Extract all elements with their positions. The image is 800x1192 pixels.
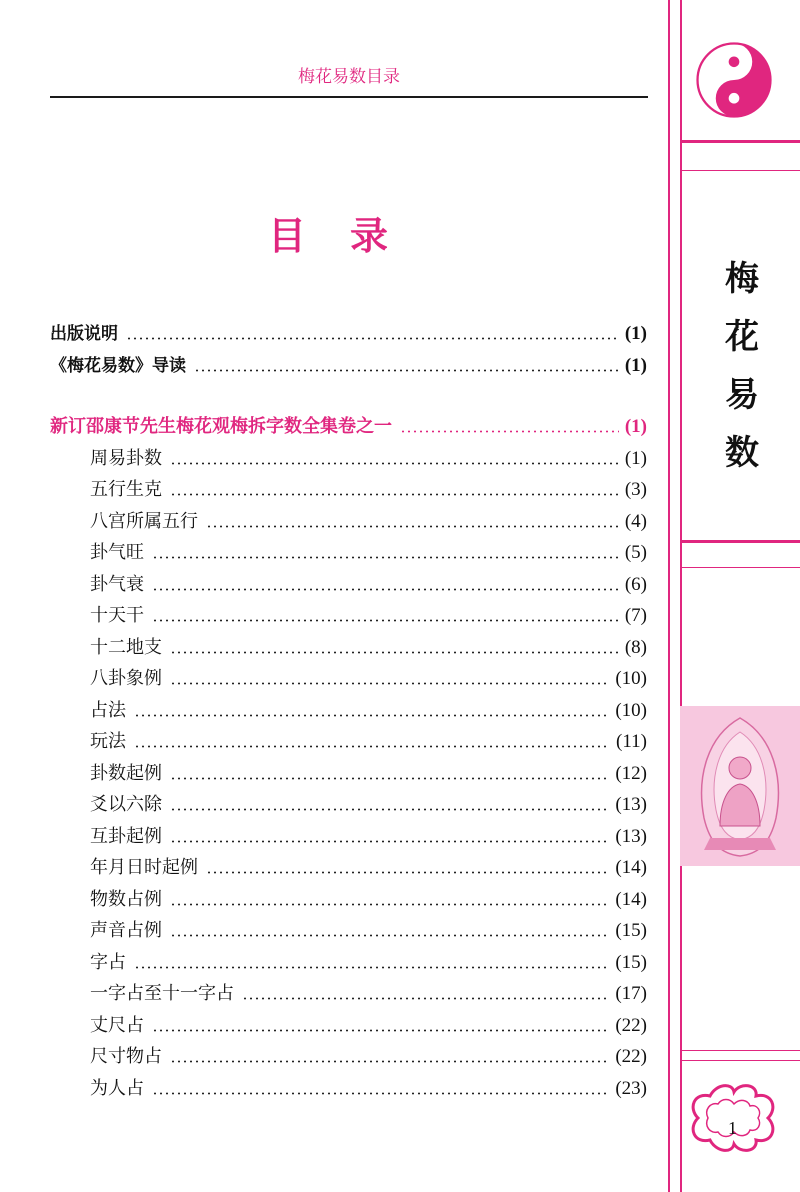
dot-leader [242,997,609,1001]
toc-item-label: 十二地支 [90,636,162,658]
toc-item-page: (15) [615,951,647,973]
toc-item-page: (14) [615,857,647,878]
toc-item-label: 五行生克 [90,479,162,500]
table-of-contents [50,318,647,1104]
yin-yang-icon [696,42,772,118]
title-char: 易 [725,375,759,415]
toc-item-label: 玩法 [90,731,126,752]
toc-item-label: 字占 [90,951,126,973]
toc-item-label: 《梅花易数》导读 [50,355,186,376]
toc-item-label: 丈尺占 [90,1014,144,1036]
toc-item[interactable] [50,537,647,569]
toc-item-page: (13) [615,794,647,815]
dot-leader [134,745,610,749]
toc-item-label: 十天干 [90,605,144,626]
toc-item-label: 卦气衰 [90,573,144,595]
toc-item-label: 一字占至十一字占 [90,983,234,1004]
toc-item-page: (14) [615,888,647,910]
toc-item-label: 爻以六除 [90,794,162,815]
dot-leader [170,461,619,465]
dot-leader [170,682,609,686]
sidebar-rule [680,567,800,568]
toc-item[interactable] [50,947,647,979]
dot-leader [134,965,609,969]
toc-item-page: (10) [615,668,647,689]
sidebar-rule [680,170,800,171]
running-header: 梅花易数目录 [298,67,400,87]
toc-item-label: 八宫所属五行 [90,510,198,532]
toc-item-label: 卦数起例 [90,762,162,784]
toc-item-page: (12) [615,762,647,784]
toc-item[interactable] [50,600,647,632]
dot-leader [170,934,609,938]
toc-item[interactable] [50,915,647,947]
toc-item-page: (7) [624,605,647,626]
dot-leader [126,337,619,341]
toc-item-page: (3) [624,479,647,500]
toc-section-heading[interactable] [50,411,647,443]
toc-item-label: 互卦起例 [90,825,162,847]
toc-item-page: (1) [624,354,647,376]
toc-item-page: (22) [615,1014,647,1036]
toc-item-label: 声音占例 [90,920,162,941]
toc-item-label: 出版说明 [50,324,118,344]
sidebar-border-line [668,0,670,1192]
toc-item-page: (15) [615,920,647,941]
toc-item[interactable] [50,663,647,695]
sidebar-rule [680,140,800,143]
sidebar-rule [680,1060,800,1061]
toc-item[interactable] [50,443,647,475]
dot-leader [170,902,609,906]
toc-item[interactable] [50,1010,647,1042]
toc-item-page: (8) [624,636,647,658]
toc-item-page: (4) [624,510,647,532]
dot-leader [170,808,609,812]
title-char: 梅 [725,259,759,299]
toc-item-page: (17) [615,983,647,1004]
toc-item-label: 物数占例 [90,888,162,910]
toc-item-page: (6) [624,573,647,595]
toc-item[interactable] [50,1073,647,1105]
sidebar-border-line [680,0,682,1192]
sidebar-rule [680,540,800,543]
dot-leader [152,587,619,591]
dot-leader [400,430,619,434]
toc-item[interactable] [50,852,647,884]
toc-item-label: 为人占 [90,1077,144,1099]
toc-item-page: (1) [624,323,647,344]
toc-item-label: 占法 [90,699,126,721]
dot-leader [206,871,609,875]
toc-item-front-1[interactable] [50,350,647,382]
toc-item[interactable] [50,821,647,853]
toc-item-label: 年月日时起例 [90,857,198,878]
sidebar-book-title [712,250,772,482]
dot-leader [170,776,609,780]
toc-item[interactable] [50,978,647,1010]
dot-leader [152,1091,609,1095]
toc-item[interactable] [50,506,647,538]
toc-item-page: (23) [615,1077,647,1099]
toc-item-page: (22) [615,1046,647,1067]
toc-item[interactable] [50,632,647,664]
toc-item-label: 尺寸物占 [90,1046,162,1067]
toc-item[interactable] [50,474,647,506]
dot-leader [152,1028,609,1032]
dot-leader [194,368,619,372]
toc-section-label: 新订邵康节先生梅花观梅拆字数全集卷之一 [50,416,392,437]
sidebar-rule [680,1050,800,1051]
toc-item[interactable] [50,884,647,916]
toc-item[interactable] [50,789,647,821]
toc-item-page: (10) [615,699,647,721]
buddha-statue-image [680,706,800,866]
toc-item[interactable] [50,758,647,790]
dot-leader [134,713,609,717]
toc-item[interactable] [50,726,647,758]
page-title: 目录 [267,214,432,258]
dot-leader [170,839,609,843]
dot-leader [170,650,619,654]
dot-leader [170,1060,609,1064]
toc-item-page: (11) [616,731,647,752]
toc-section-page: (1) [624,416,647,437]
toc-item-label: 八卦象例 [90,668,162,689]
toc-item-page: (13) [615,825,647,847]
dot-leader [152,619,619,623]
title-char: 数 [725,433,759,473]
toc-item[interactable] [50,1041,647,1073]
toc-item[interactable] [50,569,647,601]
toc-item-label: 周易卦数 [90,447,162,469]
toc-item[interactable] [50,695,647,727]
dot-leader [206,524,619,528]
dot-leader [152,556,619,560]
title-char: 花 [725,317,759,357]
page-number: 1 [728,1118,737,1138]
toc-item-label: 卦气旺 [90,542,144,563]
toc-item-page: (1) [624,447,647,469]
dot-leader [170,493,619,497]
header-rule [50,96,648,98]
toc-item-page: (5) [624,542,647,563]
toc-item-front-0[interactable] [50,318,647,350]
